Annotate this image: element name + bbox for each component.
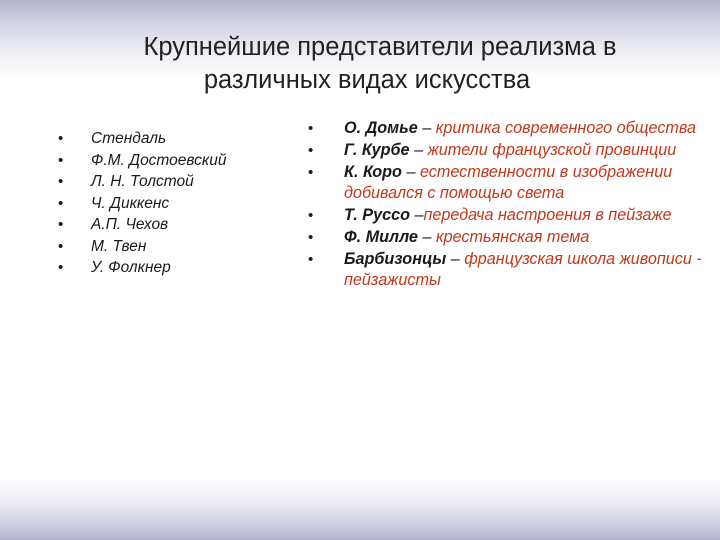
bullet-icon: • <box>58 216 64 233</box>
artist-item <box>308 118 708 139</box>
bullet-icon: • <box>58 259 64 276</box>
writer-name: М. Твен <box>91 237 147 255</box>
artist-description: жители французской провинции <box>427 141 677 159</box>
artist-description: передача настроения в пейзаже <box>423 206 672 224</box>
bullet-icon: • <box>58 173 64 190</box>
artist-item <box>308 227 708 248</box>
artist-separator: – <box>409 141 428 159</box>
writer-item <box>58 257 278 279</box>
bullet-icon: • <box>308 142 314 159</box>
writer-item <box>58 171 278 193</box>
artist-name: Барбизонцы <box>344 250 447 268</box>
writer-item <box>58 150 278 172</box>
artist-description: естественности в изображении добивался с помощью света <box>344 163 673 202</box>
artist-separator: – <box>401 163 420 181</box>
bullet-icon: • <box>58 194 64 212</box>
bullet-icon: • <box>58 130 64 147</box>
artist-separator: – <box>446 250 465 268</box>
artist-separator: – <box>417 119 436 137</box>
bullet-icon: • <box>58 151 64 169</box>
artist-item <box>308 140 708 161</box>
bullet-icon: • <box>308 164 314 181</box>
slide-title-line-2: различных видах искусства <box>203 66 531 94</box>
artist-description: критика современного общества <box>435 119 697 137</box>
artist-item <box>308 162 708 204</box>
artists-list <box>308 118 708 292</box>
writer-name: А.П. Чехов <box>91 216 169 233</box>
artist-item <box>308 249 708 291</box>
writer-name: Ч. Диккенс <box>91 194 170 212</box>
bullet-icon: • <box>308 207 314 224</box>
artist-description: французская школа живописи - пейзажисты <box>344 250 702 289</box>
artist-name: О. Домье <box>344 119 418 137</box>
bullet-icon: • <box>58 237 64 255</box>
slide-title <box>0 31 720 97</box>
bullet-icon: • <box>308 229 314 246</box>
artist-separator: – <box>417 228 436 246</box>
bullet-icon: • <box>308 120 314 137</box>
artist-description: крестьянская тема <box>435 228 590 246</box>
writer-name: Л. Н. Толстой <box>91 173 194 190</box>
artist-name: К. Коро <box>344 163 402 181</box>
artist-item <box>308 205 708 226</box>
writer-item <box>58 193 278 215</box>
writer-item <box>58 128 278 150</box>
writer-name: У. Фолкнер <box>91 259 171 276</box>
bottom-gradient-band <box>0 478 720 540</box>
artist-name: Ф. Милле <box>344 228 418 246</box>
artist-name: Т. Руссо <box>344 206 410 224</box>
slide-title-line-1: Крупнейшие представители реализма в <box>143 33 617 61</box>
writers-list <box>58 128 278 279</box>
writer-item <box>58 236 278 258</box>
artist-separator: – <box>409 206 424 224</box>
bullet-icon: • <box>308 251 314 268</box>
writer-name: Ф.М. Достоевский <box>91 151 227 169</box>
writer-item <box>58 214 278 236</box>
artist-name: Г. Курбе <box>344 141 410 159</box>
writer-name: Стендаль <box>91 130 167 147</box>
